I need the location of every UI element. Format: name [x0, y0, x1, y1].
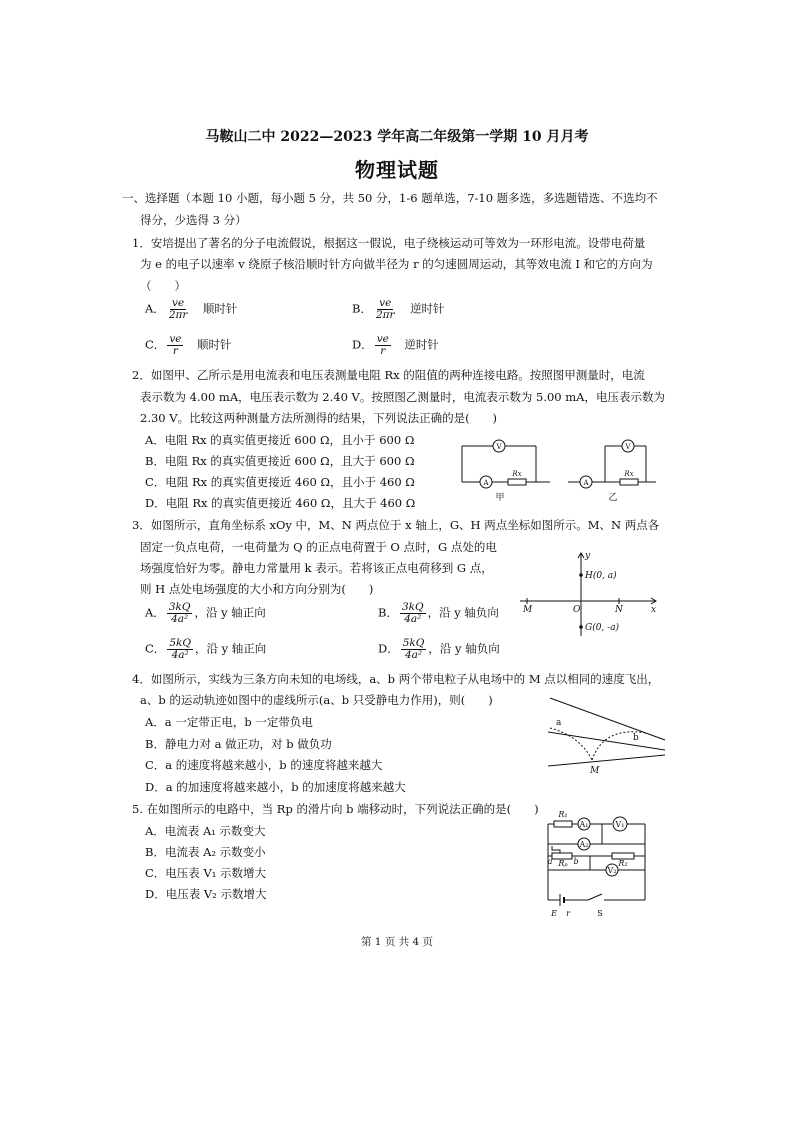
section-heading-cont: 得分，少选得 3 分）: [140, 213, 247, 227]
q3-text: 3．如图所示，直角坐标系 xOy 中，M、N 两点位于 x 轴上，G、H 两点坐标如图所示。M、N 两点各: [132, 518, 660, 532]
voltmeter-label: V: [625, 443, 631, 451]
q3-option-d: D． $\frac{5kQ}{\text{4a²}}$ ，沿 y 轴负向: [378, 637, 500, 662]
q3-option-c: C． $\frac{5kQ}{\text{4a²}}$ ，沿 y 轴正向: [145, 637, 267, 662]
page-footer: 第 1 页 共 4 页: [360, 936, 434, 948]
point-m-label: M: [590, 766, 600, 776]
exam-subtitle: 物理试题: [355, 158, 439, 182]
q2-option-d: D．电阻 Rx 的真实值更接近 460 Ω，且大于 460 Ω: [145, 496, 416, 510]
a2-label: A₂: [579, 840, 589, 849]
q4-option-b: B．静电力对 a 做正功，对 b 做负功: [145, 737, 332, 751]
q4-field-lines-figure: [540, 688, 670, 776]
q5-option-a: A．电流表 A₁ 示数变大: [145, 824, 266, 838]
q3-coordinate-figure: [515, 548, 665, 640]
q2-text: 2．如图甲、乙所示是用电流表和电压表测量电阻 Rx 的阻值的两种连接电路。按照图甲测量时，电流: [132, 368, 645, 382]
q5-option-d: D．电压表 V₂ 示数增大: [145, 887, 267, 901]
terminal-b-label: b: [573, 857, 579, 866]
x-axis-label: x: [651, 605, 657, 615]
point-h-label: H(0, a): [585, 571, 617, 581]
v2-label: V₂: [607, 866, 617, 875]
q5-text: 5. 在如图所示的电路中，当 Rp 的滑片向 b 端移动时，下列说法正确的是( ): [132, 802, 539, 816]
q5-option-b: B．电流表 A₂ 示数变小: [145, 845, 266, 859]
figure-jia-label: 甲: [495, 493, 505, 503]
rp-label: Rₚ: [558, 859, 568, 868]
q2-text: 表示数为 4.00 mA，电压表示数为 2.40 V。按照图乙测量时，电流表示数为 5.00 mA，电压表示数为: [140, 390, 665, 404]
resistor-label: Rx: [512, 470, 522, 478]
r2-label: R₂: [618, 859, 628, 868]
point-g-label: G(0, -a): [585, 623, 620, 633]
q1-text: （ ）: [140, 279, 186, 293]
origin-label: O: [573, 605, 581, 615]
figure-yi-label: 乙: [608, 493, 618, 503]
trajectory-a-label: a: [556, 718, 562, 728]
ammeter-label: A: [583, 479, 589, 487]
q3-option-b: B． $\frac{3kQ}{\text{4a²}}$ ，沿 y 轴负向: [378, 601, 499, 626]
internal-resistance-label: r: [566, 909, 570, 918]
v1-label: V₁: [615, 820, 625, 829]
q4-option-c: C．a 的速度将越来越小，b 的速度将越来越大: [145, 758, 383, 772]
q3-text: 固定一负点电荷，一电荷量为 Q 的正点电荷置于 O 点时，G 点处的电: [140, 540, 497, 554]
q2-option-b: B．电阻 Rx 的真实值更接近 600 Ω，且大于 600 Ω: [145, 454, 415, 468]
exam-title: 马鞍山二中 2022—2023 学年高二年级第一学期 10 月月考: [205, 129, 589, 145]
section-heading: 一、选择题（本题 10 小题，每小题 5 分，共 50 分，1-6 题单选，7-10 题多选，多选题错选、不选均不: [122, 191, 658, 205]
q5-circuit-figure: [540, 804, 670, 938]
q2-text: 2.30 V。比较这两种测量方法所测得的结果，下列说法正确的是( ): [140, 411, 498, 425]
q2-option-a: A．电阻 Rx 的真实值更接近 600 Ω，且小于 600 Ω: [145, 433, 415, 447]
trajectory-b-label: b: [633, 733, 639, 743]
q1-option-b: B． $\frac{ve}{2\pi r}$ 逆时针: [352, 297, 445, 322]
a1-label: A₁: [579, 820, 589, 829]
voltmeter-label: V: [496, 443, 502, 451]
q1-text: 为 e 的电子以速率 v 绕原子核沿顺时针方向做半径为 r 的匀速圆周运动，其等效电流 I 和它的方向为: [140, 257, 653, 271]
point-n-label: N: [615, 605, 623, 615]
q1-option-d: D． $\frac{ve}{r}$ 逆时针: [352, 333, 439, 358]
terminal-a-label: a: [547, 857, 553, 866]
resistor-label: Rx: [624, 470, 634, 478]
q5-option-c: C．电压表 V₁ 示数增大: [145, 866, 267, 880]
q3-option-a: A． $\frac{3kQ}{\text{4a²}}$ ，沿 y 轴正向: [145, 601, 266, 626]
point-m-label: M: [523, 605, 533, 615]
q4-option-d: D．a 的加速度将越来越小，b 的加速度将越来越大: [145, 780, 406, 794]
emf-label: E: [551, 909, 557, 918]
q2-circuit-figures: [450, 432, 670, 512]
q2-option-c: C．电阻 Rx 的真实值更接近 460 Ω，且小于 460 Ω: [145, 475, 415, 489]
q1-option-a: A． $\frac{ve}{2\pi r}$ 顺时针: [145, 297, 238, 322]
ammeter-label: A: [483, 479, 489, 487]
q3-text: 场强度恰好为零。静电力常量用 k 表示。若将该正点电荷移到 G 点，: [140, 561, 493, 575]
q4-text: a、b 的运动轨迹如图中的虚线所示(a、b 只受静电力作用)，则( ): [140, 693, 493, 707]
q1-text: 1．安培提出了著名的分子电流假说，根据这一假说，电子绕核运动可等效为一环形电流。设带电荷量: [132, 236, 646, 250]
switch-label: S: [597, 909, 603, 918]
q3-text: 则 H 点处电场强度的大小和方向分别为( ): [140, 582, 374, 596]
r1-label: R₁: [558, 810, 568, 819]
q4-text: 4．如图所示，实线为三条方向未知的电场线，a、b 两个带电粒子从电场中的 M 点以相同的速度飞出，: [132, 672, 660, 686]
q4-option-a: A．a 一定带正电，b 一定带负电: [145, 715, 313, 729]
q1-option-c: C． $\frac{ve}{r}$ 顺时针: [145, 333, 232, 358]
y-axis-label: y: [585, 551, 591, 561]
